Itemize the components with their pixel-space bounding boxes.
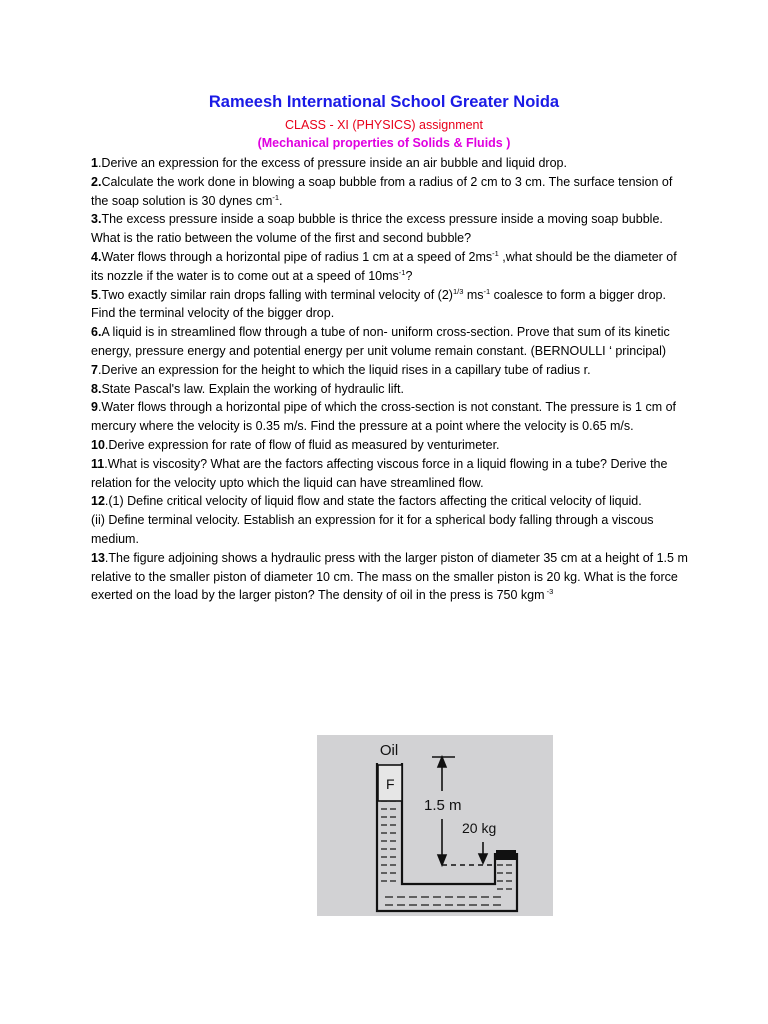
school-title: Rameesh International School Greater Noida <box>208 93 560 111</box>
hydraulic-press-diagram <box>317 735 553 916</box>
question-6 <box>91 323 691 361</box>
question-1 <box>91 154 691 173</box>
question-number: 7 <box>91 362 98 377</box>
question-number: 5 <box>91 287 98 302</box>
superscript: -1 <box>492 248 499 258</box>
question-text: .Two exactly similar rain drops falling with terminal velocity of (2) <box>97 287 453 302</box>
question-12-part-ii <box>91 511 691 549</box>
question-5 <box>91 286 691 324</box>
hydraulic-press-figure <box>317 735 553 916</box>
question-number: 4. <box>91 249 102 264</box>
question-4 <box>91 248 691 286</box>
question-text: .What is viscosity? What are the factors affecting viscous force in a liquid flowing in a tube? Derive the relation for the velocity upto which the liquid can have streamlined flow. <box>91 456 668 490</box>
question-text: .(1) Define critical velocity of liquid flow and state the factors affecting the critical velocity of liquid. <box>104 494 642 509</box>
superscript: -3 <box>544 587 554 597</box>
mass-arrow <box>479 842 487 863</box>
question-8 <box>91 380 691 399</box>
question-text: ? <box>405 268 413 283</box>
force-label: F <box>386 776 395 792</box>
question-11 <box>91 455 691 493</box>
question-list <box>91 154 691 605</box>
question-text: State Pascal's law. Explain the working of hydraulic lift. <box>101 381 404 396</box>
question-number: 2. <box>91 174 102 189</box>
question-number: 3. <box>91 212 102 227</box>
question-number: 1 <box>91 156 98 170</box>
superscript: 1/3 <box>452 286 464 296</box>
question-text: . <box>279 193 283 208</box>
question-13 <box>91 549 691 605</box>
topic-heading: (Mechanical properties of Solids & Fluids ) <box>257 136 511 150</box>
question-number: 10 <box>91 437 105 452</box>
question-2 <box>91 173 691 211</box>
question-number: 12 <box>91 494 105 509</box>
question-text: The excess pressure inside a soap bubble is thrice the excess pressure inside a moving soap bubble. What is the ratio between the volume of the first and second bubble? <box>91 212 663 246</box>
question-9 <box>91 398 691 436</box>
superscript: -1 <box>272 192 280 202</box>
height-label: 1.5 m <box>424 797 462 814</box>
question-number: 6. <box>91 325 102 340</box>
question-text: A liquid is in streamlined flow through a tube of non- uniform cross-section. Prove that sum of its kinetic energy, pressure energy and potential energy per unit volume remain constant. (BERNOULLI ‘ principal) <box>91 325 670 358</box>
question-3 <box>91 210 691 248</box>
question-10 <box>91 436 691 455</box>
question-12 <box>91 492 691 511</box>
question-number: 9 <box>91 400 98 415</box>
question-text: Water flows through a horizontal pipe of radius 1 cm at a speed of 2ms <box>101 249 493 264</box>
question-text: ,what should be the diameter of its nozzle if the water is to come out at a speed of 10ms <box>91 249 677 283</box>
question-number: 8. <box>91 381 102 396</box>
superscript: -1 <box>398 267 406 277</box>
question-7 <box>91 361 691 380</box>
question-text: .The figure adjoining shows a hydraulic press with the larger piston of diameter 35 cm at a height of 1.5 m relative to the smaller piston of diameter 10 cm. The mass on the smaller piston is 20 kg. What is the force exerted on the load by the larger piston? The density of oil in the press is 750 kgm <box>91 550 688 603</box>
class-subtitle: CLASS - XI (PHYSICS) assignment <box>285 118 483 132</box>
question-text: .Derive expression for rate of flow of fluid as measured by venturimeter. <box>104 437 500 452</box>
oil-label: Oil <box>379 742 399 759</box>
question-text: coalesce to form a bigger drop. Find the terminal velocity of the bigger drop. <box>91 287 666 321</box>
question-text: .Derive an expression for the excess of pressure inside an air bubble and liquid drop. <box>97 156 567 170</box>
mass-label: 20 kg <box>462 820 497 836</box>
question-text: .Water flows through a horizontal pipe of which the cross-section is not constant. The pressure is 1 cm of mercury where the velocity is 0.35 m/s. Find the pressure at a point where the velocity is 0.65 m/s. <box>91 400 677 434</box>
superscript: -1 <box>483 286 491 296</box>
question-number: 13 <box>91 550 105 565</box>
question-text: (ii) Define terminal velocity. Establish an expression for it for a spherical body falling through a viscous medium. <box>91 513 654 546</box>
question-text: ms <box>463 287 484 302</box>
question-text: Calculate the work done in blowing a soap bubble from a radius of 2 cm to 3 cm. The surface tension of the soap solution is 30 dynes cm <box>91 174 673 208</box>
question-number: 11 <box>91 456 105 471</box>
question-text: .Derive an expression for the height to which the liquid rises in a capillary tube of radius r. <box>97 362 591 377</box>
small-piston-mass <box>496 850 516 860</box>
